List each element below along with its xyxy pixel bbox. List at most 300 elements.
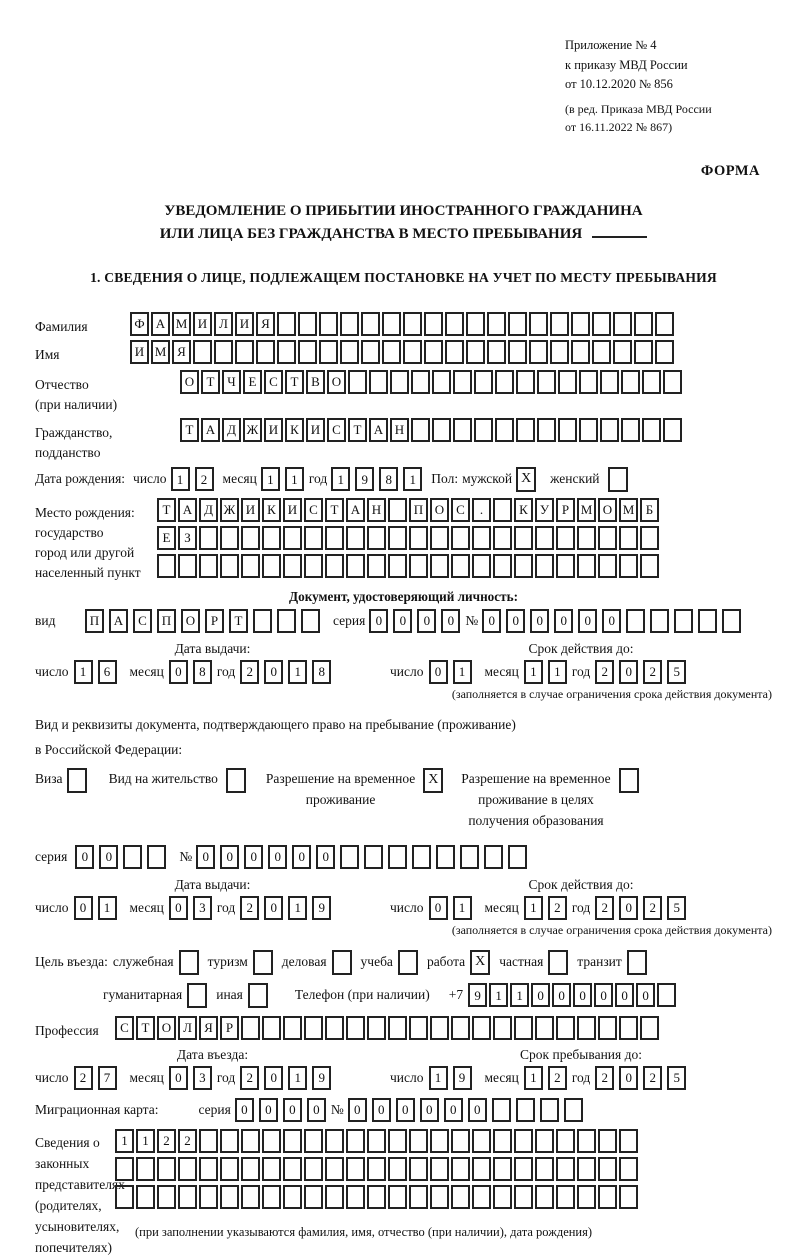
- char-cell[interactable]: [640, 554, 659, 578]
- char-cell[interactable]: [262, 554, 281, 578]
- char-cell[interactable]: [556, 1129, 575, 1153]
- char-cell[interactable]: 1: [288, 896, 307, 920]
- char-cell[interactable]: [514, 1016, 533, 1040]
- char-cell[interactable]: 2: [548, 896, 567, 920]
- char-cell[interactable]: [409, 1185, 428, 1209]
- purpose-business-checkbox[interactable]: [332, 950, 352, 975]
- char-cell[interactable]: 9: [355, 467, 374, 491]
- char-cell[interactable]: [451, 554, 470, 578]
- char-cell[interactable]: [301, 609, 320, 633]
- char-cell[interactable]: [304, 1016, 323, 1040]
- char-cell[interactable]: [571, 340, 590, 364]
- char-cell[interactable]: [241, 526, 260, 550]
- char-cell[interactable]: 1: [171, 467, 190, 491]
- char-cell[interactable]: И: [193, 312, 212, 336]
- char-cell[interactable]: [199, 526, 218, 550]
- char-cell[interactable]: [579, 418, 598, 442]
- char-cell[interactable]: [529, 340, 548, 364]
- char-cell[interactable]: [157, 1157, 176, 1181]
- char-cell[interactable]: 0: [169, 1066, 188, 1090]
- char-cell[interactable]: [283, 554, 302, 578]
- char-cell[interactable]: [283, 1185, 302, 1209]
- char-cell[interactable]: И: [130, 340, 149, 364]
- char-cell[interactable]: [432, 370, 451, 394]
- char-cell[interactable]: [241, 554, 260, 578]
- char-cell[interactable]: [364, 845, 383, 869]
- char-cell[interactable]: 0: [482, 609, 501, 633]
- char-cell[interactable]: [367, 554, 386, 578]
- char-cell[interactable]: Я: [172, 340, 191, 364]
- char-cell[interactable]: [241, 1129, 260, 1153]
- char-cell[interactable]: М: [172, 312, 191, 336]
- char-cell[interactable]: С: [327, 418, 346, 442]
- char-cell[interactable]: 0: [74, 896, 93, 920]
- char-cell[interactable]: 0: [264, 660, 283, 684]
- char-cell[interactable]: [600, 370, 619, 394]
- char-cell[interactable]: [592, 312, 611, 336]
- char-cell[interactable]: 2: [178, 1129, 197, 1153]
- temp-residence-checkbox[interactable]: X: [423, 768, 443, 793]
- char-cell[interactable]: [535, 1016, 554, 1040]
- char-cell[interactable]: [411, 418, 430, 442]
- char-cell[interactable]: И: [241, 498, 260, 522]
- char-cell[interactable]: [634, 312, 653, 336]
- char-cell[interactable]: И: [306, 418, 325, 442]
- char-cell[interactable]: [430, 1185, 449, 1209]
- char-cell[interactable]: 0: [268, 845, 287, 869]
- char-cell[interactable]: [199, 1157, 218, 1181]
- char-cell[interactable]: [220, 1129, 239, 1153]
- char-cell[interactable]: [424, 312, 443, 336]
- char-cell[interactable]: [619, 554, 638, 578]
- char-cell[interactable]: 3: [193, 1066, 212, 1090]
- char-cell[interactable]: 2: [240, 1066, 259, 1090]
- char-cell[interactable]: 1: [453, 896, 472, 920]
- char-cell[interactable]: Т: [157, 498, 176, 522]
- char-cell[interactable]: [214, 340, 233, 364]
- char-cell[interactable]: 0: [420, 1098, 439, 1122]
- char-cell[interactable]: [388, 1185, 407, 1209]
- char-cell[interactable]: П: [85, 609, 104, 633]
- char-cell[interactable]: 1: [261, 467, 280, 491]
- char-cell[interactable]: [466, 340, 485, 364]
- char-cell[interactable]: Т: [136, 1016, 155, 1040]
- char-cell[interactable]: С: [133, 609, 152, 633]
- purpose-humanitarian-checkbox[interactable]: [187, 983, 207, 1008]
- char-cell[interactable]: [220, 1157, 239, 1181]
- char-cell[interactable]: [556, 554, 575, 578]
- char-cell[interactable]: А: [109, 609, 128, 633]
- char-cell[interactable]: [304, 1157, 323, 1181]
- char-cell[interactable]: 0: [99, 845, 118, 869]
- char-cell[interactable]: 0: [307, 1098, 326, 1122]
- char-cell[interactable]: 1: [489, 983, 508, 1007]
- char-cell[interactable]: Ч: [222, 370, 241, 394]
- char-cell[interactable]: [348, 370, 367, 394]
- char-cell[interactable]: [474, 418, 493, 442]
- char-cell[interactable]: 0: [220, 845, 239, 869]
- char-cell[interactable]: [626, 609, 645, 633]
- char-cell[interactable]: [472, 1157, 491, 1181]
- char-cell[interactable]: [640, 1016, 659, 1040]
- char-cell[interactable]: [460, 845, 479, 869]
- char-cell[interactable]: 6: [98, 660, 117, 684]
- char-cell[interactable]: П: [409, 498, 428, 522]
- purpose-transit-checkbox[interactable]: [627, 950, 647, 975]
- char-cell[interactable]: 2: [195, 467, 214, 491]
- char-cell[interactable]: 2: [595, 660, 614, 684]
- char-cell[interactable]: [619, 1157, 638, 1181]
- char-cell[interactable]: [178, 554, 197, 578]
- purpose-study-checkbox[interactable]: [398, 950, 418, 975]
- char-cell[interactable]: 0: [259, 1098, 278, 1122]
- char-cell[interactable]: [346, 1016, 365, 1040]
- char-cell[interactable]: 2: [240, 896, 259, 920]
- char-cell[interactable]: [619, 1185, 638, 1209]
- char-cell[interactable]: [390, 370, 409, 394]
- char-cell[interactable]: [430, 526, 449, 550]
- char-cell[interactable]: Р: [205, 609, 224, 633]
- char-cell[interactable]: [367, 526, 386, 550]
- char-cell[interactable]: [388, 554, 407, 578]
- char-cell[interactable]: О: [181, 609, 200, 633]
- char-cell[interactable]: [577, 1157, 596, 1181]
- char-cell[interactable]: 0: [244, 845, 263, 869]
- char-cell[interactable]: 9: [312, 896, 331, 920]
- char-cell[interactable]: [346, 1129, 365, 1153]
- char-cell[interactable]: [598, 1185, 617, 1209]
- char-cell[interactable]: [472, 1016, 491, 1040]
- gender-male-checkbox[interactable]: X: [516, 467, 536, 492]
- char-cell[interactable]: И: [264, 418, 283, 442]
- char-cell[interactable]: 1: [548, 660, 567, 684]
- char-cell[interactable]: 8: [379, 467, 398, 491]
- char-cell[interactable]: [650, 609, 669, 633]
- char-cell[interactable]: [409, 554, 428, 578]
- char-cell[interactable]: [495, 370, 514, 394]
- char-cell[interactable]: [115, 1157, 134, 1181]
- char-cell[interactable]: 0: [531, 983, 550, 1007]
- char-cell[interactable]: [451, 1157, 470, 1181]
- char-cell[interactable]: [199, 554, 218, 578]
- char-cell[interactable]: [346, 1185, 365, 1209]
- char-cell[interactable]: 0: [619, 896, 638, 920]
- char-cell[interactable]: [663, 370, 682, 394]
- char-cell[interactable]: М: [619, 498, 638, 522]
- char-cell[interactable]: [241, 1157, 260, 1181]
- char-cell[interactable]: [493, 1129, 512, 1153]
- char-cell[interactable]: Т: [180, 418, 199, 442]
- char-cell[interactable]: [613, 340, 632, 364]
- char-cell[interactable]: 0: [369, 609, 388, 633]
- char-cell[interactable]: О: [180, 370, 199, 394]
- char-cell[interactable]: [466, 312, 485, 336]
- char-cell[interactable]: 1: [288, 660, 307, 684]
- char-cell[interactable]: [123, 845, 142, 869]
- char-cell[interactable]: [577, 526, 596, 550]
- char-cell[interactable]: [516, 418, 535, 442]
- char-cell[interactable]: 2: [595, 1066, 614, 1090]
- char-cell[interactable]: [487, 312, 506, 336]
- char-cell[interactable]: [277, 340, 296, 364]
- char-cell[interactable]: 2: [74, 1066, 93, 1090]
- char-cell[interactable]: [472, 554, 491, 578]
- char-cell[interactable]: [722, 609, 741, 633]
- char-cell[interactable]: [262, 526, 281, 550]
- char-cell[interactable]: 1: [524, 1066, 543, 1090]
- char-cell[interactable]: [409, 1157, 428, 1181]
- char-cell[interactable]: [325, 1185, 344, 1209]
- char-cell[interactable]: 1: [524, 896, 543, 920]
- char-cell[interactable]: [577, 1129, 596, 1153]
- char-cell[interactable]: А: [201, 418, 220, 442]
- char-cell[interactable]: [642, 370, 661, 394]
- char-cell[interactable]: [409, 526, 428, 550]
- char-cell[interactable]: [430, 554, 449, 578]
- char-cell[interactable]: [325, 554, 344, 578]
- char-cell[interactable]: [600, 418, 619, 442]
- char-cell[interactable]: [613, 312, 632, 336]
- char-cell[interactable]: 0: [235, 1098, 254, 1122]
- char-cell[interactable]: М: [577, 498, 596, 522]
- char-cell[interactable]: [388, 1016, 407, 1040]
- char-cell[interactable]: [598, 1157, 617, 1181]
- char-cell[interactable]: 0: [444, 1098, 463, 1122]
- char-cell[interactable]: [262, 1185, 281, 1209]
- char-cell[interactable]: [453, 418, 472, 442]
- char-cell[interactable]: Т: [348, 418, 367, 442]
- char-cell[interactable]: 0: [573, 983, 592, 1007]
- char-cell[interactable]: [298, 312, 317, 336]
- char-cell[interactable]: [514, 1157, 533, 1181]
- char-cell[interactable]: [579, 370, 598, 394]
- char-cell[interactable]: [388, 1129, 407, 1153]
- char-cell[interactable]: 0: [578, 609, 597, 633]
- char-cell[interactable]: Т: [201, 370, 220, 394]
- char-cell[interactable]: [674, 609, 693, 633]
- char-cell[interactable]: Е: [157, 526, 176, 550]
- char-cell[interactable]: [430, 1157, 449, 1181]
- char-cell[interactable]: [262, 1129, 281, 1153]
- char-cell[interactable]: 0: [196, 845, 215, 869]
- char-cell[interactable]: [537, 418, 556, 442]
- char-cell[interactable]: [199, 1129, 218, 1153]
- char-cell[interactable]: С: [451, 498, 470, 522]
- char-cell[interactable]: [304, 1185, 323, 1209]
- char-cell[interactable]: [514, 1185, 533, 1209]
- char-cell[interactable]: [698, 609, 717, 633]
- char-cell[interactable]: 0: [619, 660, 638, 684]
- char-cell[interactable]: В: [306, 370, 325, 394]
- char-cell[interactable]: 0: [506, 609, 525, 633]
- char-cell[interactable]: [325, 526, 344, 550]
- char-cell[interactable]: [277, 312, 296, 336]
- char-cell[interactable]: Р: [556, 498, 575, 522]
- char-cell[interactable]: А: [151, 312, 170, 336]
- char-cell[interactable]: Л: [178, 1016, 197, 1040]
- char-cell[interactable]: [619, 526, 638, 550]
- char-cell[interactable]: [535, 1129, 554, 1153]
- char-cell[interactable]: 0: [75, 845, 94, 869]
- char-cell[interactable]: [558, 370, 577, 394]
- char-cell[interactable]: [283, 1157, 302, 1181]
- char-cell[interactable]: [367, 1185, 386, 1209]
- char-cell[interactable]: [535, 526, 554, 550]
- char-cell[interactable]: [487, 340, 506, 364]
- char-cell[interactable]: [388, 498, 407, 522]
- char-cell[interactable]: 2: [643, 660, 662, 684]
- char-cell[interactable]: [493, 498, 512, 522]
- char-cell[interactable]: 9: [468, 983, 487, 1007]
- char-cell[interactable]: Н: [390, 418, 409, 442]
- char-cell[interactable]: 1: [136, 1129, 155, 1153]
- char-cell[interactable]: 2: [595, 896, 614, 920]
- char-cell[interactable]: [642, 418, 661, 442]
- char-cell[interactable]: [619, 1016, 638, 1040]
- char-cell[interactable]: [235, 340, 254, 364]
- char-cell[interactable]: [256, 340, 275, 364]
- char-cell[interactable]: О: [157, 1016, 176, 1040]
- char-cell[interactable]: 0: [283, 1098, 302, 1122]
- char-cell[interactable]: [369, 370, 388, 394]
- char-cell[interactable]: 0: [602, 609, 621, 633]
- char-cell[interactable]: [514, 554, 533, 578]
- char-cell[interactable]: [540, 1098, 559, 1122]
- char-cell[interactable]: 2: [240, 660, 259, 684]
- char-cell[interactable]: [558, 418, 577, 442]
- char-cell[interactable]: Р: [220, 1016, 239, 1040]
- char-cell[interactable]: [430, 1016, 449, 1040]
- char-cell[interactable]: [382, 312, 401, 336]
- char-cell[interactable]: А: [369, 418, 388, 442]
- char-cell[interactable]: [262, 1016, 281, 1040]
- char-cell[interactable]: [325, 1157, 344, 1181]
- char-cell[interactable]: [619, 1129, 638, 1153]
- char-cell[interactable]: [514, 1129, 533, 1153]
- char-cell[interactable]: [598, 526, 617, 550]
- char-cell[interactable]: О: [430, 498, 449, 522]
- char-cell[interactable]: [577, 554, 596, 578]
- char-cell[interactable]: 0: [552, 983, 571, 1007]
- char-cell[interactable]: 2: [548, 1066, 567, 1090]
- char-cell[interactable]: О: [327, 370, 346, 394]
- char-cell[interactable]: [535, 554, 554, 578]
- gender-female-checkbox[interactable]: [608, 467, 628, 492]
- char-cell[interactable]: [493, 554, 512, 578]
- char-cell[interactable]: 1: [510, 983, 529, 1007]
- visa-checkbox[interactable]: [67, 768, 87, 793]
- char-cell[interactable]: [319, 312, 338, 336]
- char-cell[interactable]: 0: [441, 609, 460, 633]
- char-cell[interactable]: [319, 340, 338, 364]
- char-cell[interactable]: [277, 609, 296, 633]
- char-cell[interactable]: 8: [312, 660, 331, 684]
- char-cell[interactable]: [640, 526, 659, 550]
- char-cell[interactable]: 8: [193, 660, 212, 684]
- char-cell[interactable]: [157, 554, 176, 578]
- char-cell[interactable]: [577, 1185, 596, 1209]
- char-cell[interactable]: [550, 340, 569, 364]
- char-cell[interactable]: С: [264, 370, 283, 394]
- char-cell[interactable]: 1: [403, 467, 422, 491]
- char-cell[interactable]: [346, 554, 365, 578]
- char-cell[interactable]: 0: [615, 983, 634, 1007]
- char-cell[interactable]: [403, 340, 422, 364]
- char-cell[interactable]: [409, 1129, 428, 1153]
- char-cell[interactable]: 0: [636, 983, 655, 1007]
- char-cell[interactable]: [592, 340, 611, 364]
- char-cell[interactable]: 0: [169, 660, 188, 684]
- char-cell[interactable]: 1: [429, 1066, 448, 1090]
- char-cell[interactable]: [193, 340, 212, 364]
- char-cell[interactable]: [492, 1098, 511, 1122]
- char-cell[interactable]: 1: [453, 660, 472, 684]
- char-cell[interactable]: И: [235, 312, 254, 336]
- char-cell[interactable]: Я: [199, 1016, 218, 1040]
- char-cell[interactable]: 0: [429, 896, 448, 920]
- residence-permit-checkbox[interactable]: [226, 768, 246, 793]
- char-cell[interactable]: Б: [640, 498, 659, 522]
- char-cell[interactable]: Я: [256, 312, 275, 336]
- char-cell[interactable]: [241, 1016, 260, 1040]
- char-cell[interactable]: [529, 312, 548, 336]
- char-cell[interactable]: [598, 554, 617, 578]
- char-cell[interactable]: [495, 418, 514, 442]
- char-cell[interactable]: [556, 1185, 575, 1209]
- char-cell[interactable]: [367, 1016, 386, 1040]
- char-cell[interactable]: [157, 1185, 176, 1209]
- char-cell[interactable]: 0: [468, 1098, 487, 1122]
- char-cell[interactable]: [598, 1016, 617, 1040]
- char-cell[interactable]: [493, 1185, 512, 1209]
- char-cell[interactable]: А: [346, 498, 365, 522]
- purpose-other-checkbox[interactable]: [248, 983, 268, 1008]
- char-cell[interactable]: [445, 312, 464, 336]
- char-cell[interactable]: [367, 1129, 386, 1153]
- char-cell[interactable]: [361, 340, 380, 364]
- char-cell[interactable]: [411, 370, 430, 394]
- char-cell[interactable]: [241, 1185, 260, 1209]
- char-cell[interactable]: 1: [524, 660, 543, 684]
- char-cell[interactable]: 2: [157, 1129, 176, 1153]
- char-cell[interactable]: [657, 983, 676, 1007]
- char-cell[interactable]: [451, 1185, 470, 1209]
- char-cell[interactable]: 0: [292, 845, 311, 869]
- char-cell[interactable]: [550, 312, 569, 336]
- char-cell[interactable]: [493, 1016, 512, 1040]
- char-cell[interactable]: 1: [285, 467, 304, 491]
- char-cell[interactable]: [445, 340, 464, 364]
- char-cell[interactable]: Л: [214, 312, 233, 336]
- char-cell[interactable]: 0: [530, 609, 549, 633]
- char-cell[interactable]: 1: [74, 660, 93, 684]
- char-cell[interactable]: 9: [312, 1066, 331, 1090]
- char-cell[interactable]: [436, 845, 455, 869]
- char-cell[interactable]: [340, 312, 359, 336]
- char-cell[interactable]: [283, 526, 302, 550]
- char-cell[interactable]: 7: [98, 1066, 117, 1090]
- temp-residence-education-checkbox[interactable]: [619, 768, 639, 793]
- char-cell[interactable]: [621, 370, 640, 394]
- char-cell[interactable]: [508, 340, 527, 364]
- char-cell[interactable]: 5: [667, 660, 686, 684]
- char-cell[interactable]: [346, 1157, 365, 1181]
- char-cell[interactable]: 1: [288, 1066, 307, 1090]
- char-cell[interactable]: [178, 1157, 197, 1181]
- char-cell[interactable]: [453, 370, 472, 394]
- char-cell[interactable]: 1: [115, 1129, 134, 1153]
- char-cell[interactable]: Е: [243, 370, 262, 394]
